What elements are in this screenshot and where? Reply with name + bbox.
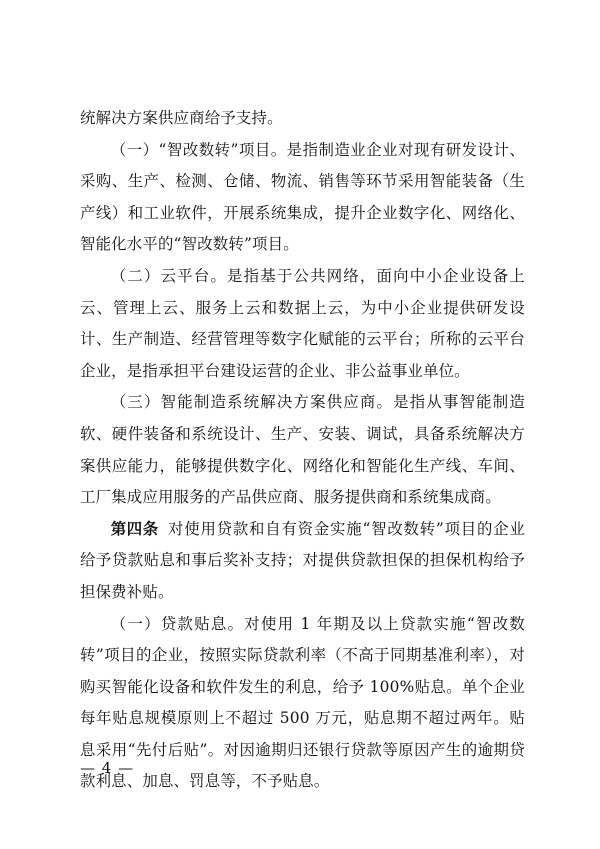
- document-body: [80, 103, 525, 798]
- paragraph-continuation: 统解决方案供应商给予支持。: [80, 109, 283, 127]
- article-4-label: 第四条: [110, 519, 159, 538]
- paragraph-item-2-cloud-platform: （二）云平台。是指基于公共网络，面向中小企业设备上云、管理上云、服务上云和数据上云，为中小企业提供研发设计、生产制造、经营管理等数字化赋能的云平台；所称的云平台企业，是指承担平台建设运营的企业、非公益事业单位。: [80, 266, 525, 380]
- paragraph-loan-subsidy: （一）贷款贴息。对使用 1 年期及以上贷款实施“智改数转”项目的企业，按照实际贷款利率（不高于同期基准利率），对购买智能化设备和软件发生的利息，给予 100%贴息。单个企业每年贴息规模原则上不超过 500 万元，贴息期不超过两年。贴息采用“先付后贴”。对因逾期归还银行贷款等原因产生的逾期贷款利息、加息、罚息等，不予贴息。: [80, 614, 525, 791]
- article-4-text: 对使用贷款和自有资金实施“智改数转”项目的企业给予贷款贴息和事后奖补支持；对提供贷款担保的担保机构给予担保费补贴。: [80, 519, 525, 601]
- paragraph-article-4: [80, 514, 525, 609]
- page-number: — 4 —: [80, 759, 135, 777]
- paragraph-item-3-solution-provider: （三）智能制造系统解决方案供应商。是指从事智能制造软、硬件装备和系统设计、生产、安装、调试，具备系统解决方案供应能力，能够提供数字化、网络化和智能化生产线、车间、工厂集成应用服务的产品供应商、服务提供商和系统集成商。: [80, 393, 525, 507]
- paragraph-item-1-zhigai-shuzhuan: （一）“智改数转”项目。是指制造业企业对现有研发设计、采购、生产、检测、仓储、物流、销售等环节采用智能装备（生产线）和工业软件，开展系统集成，提升企业数字化、网络化、智能化水平的“智改数转”项目。: [80, 140, 525, 254]
